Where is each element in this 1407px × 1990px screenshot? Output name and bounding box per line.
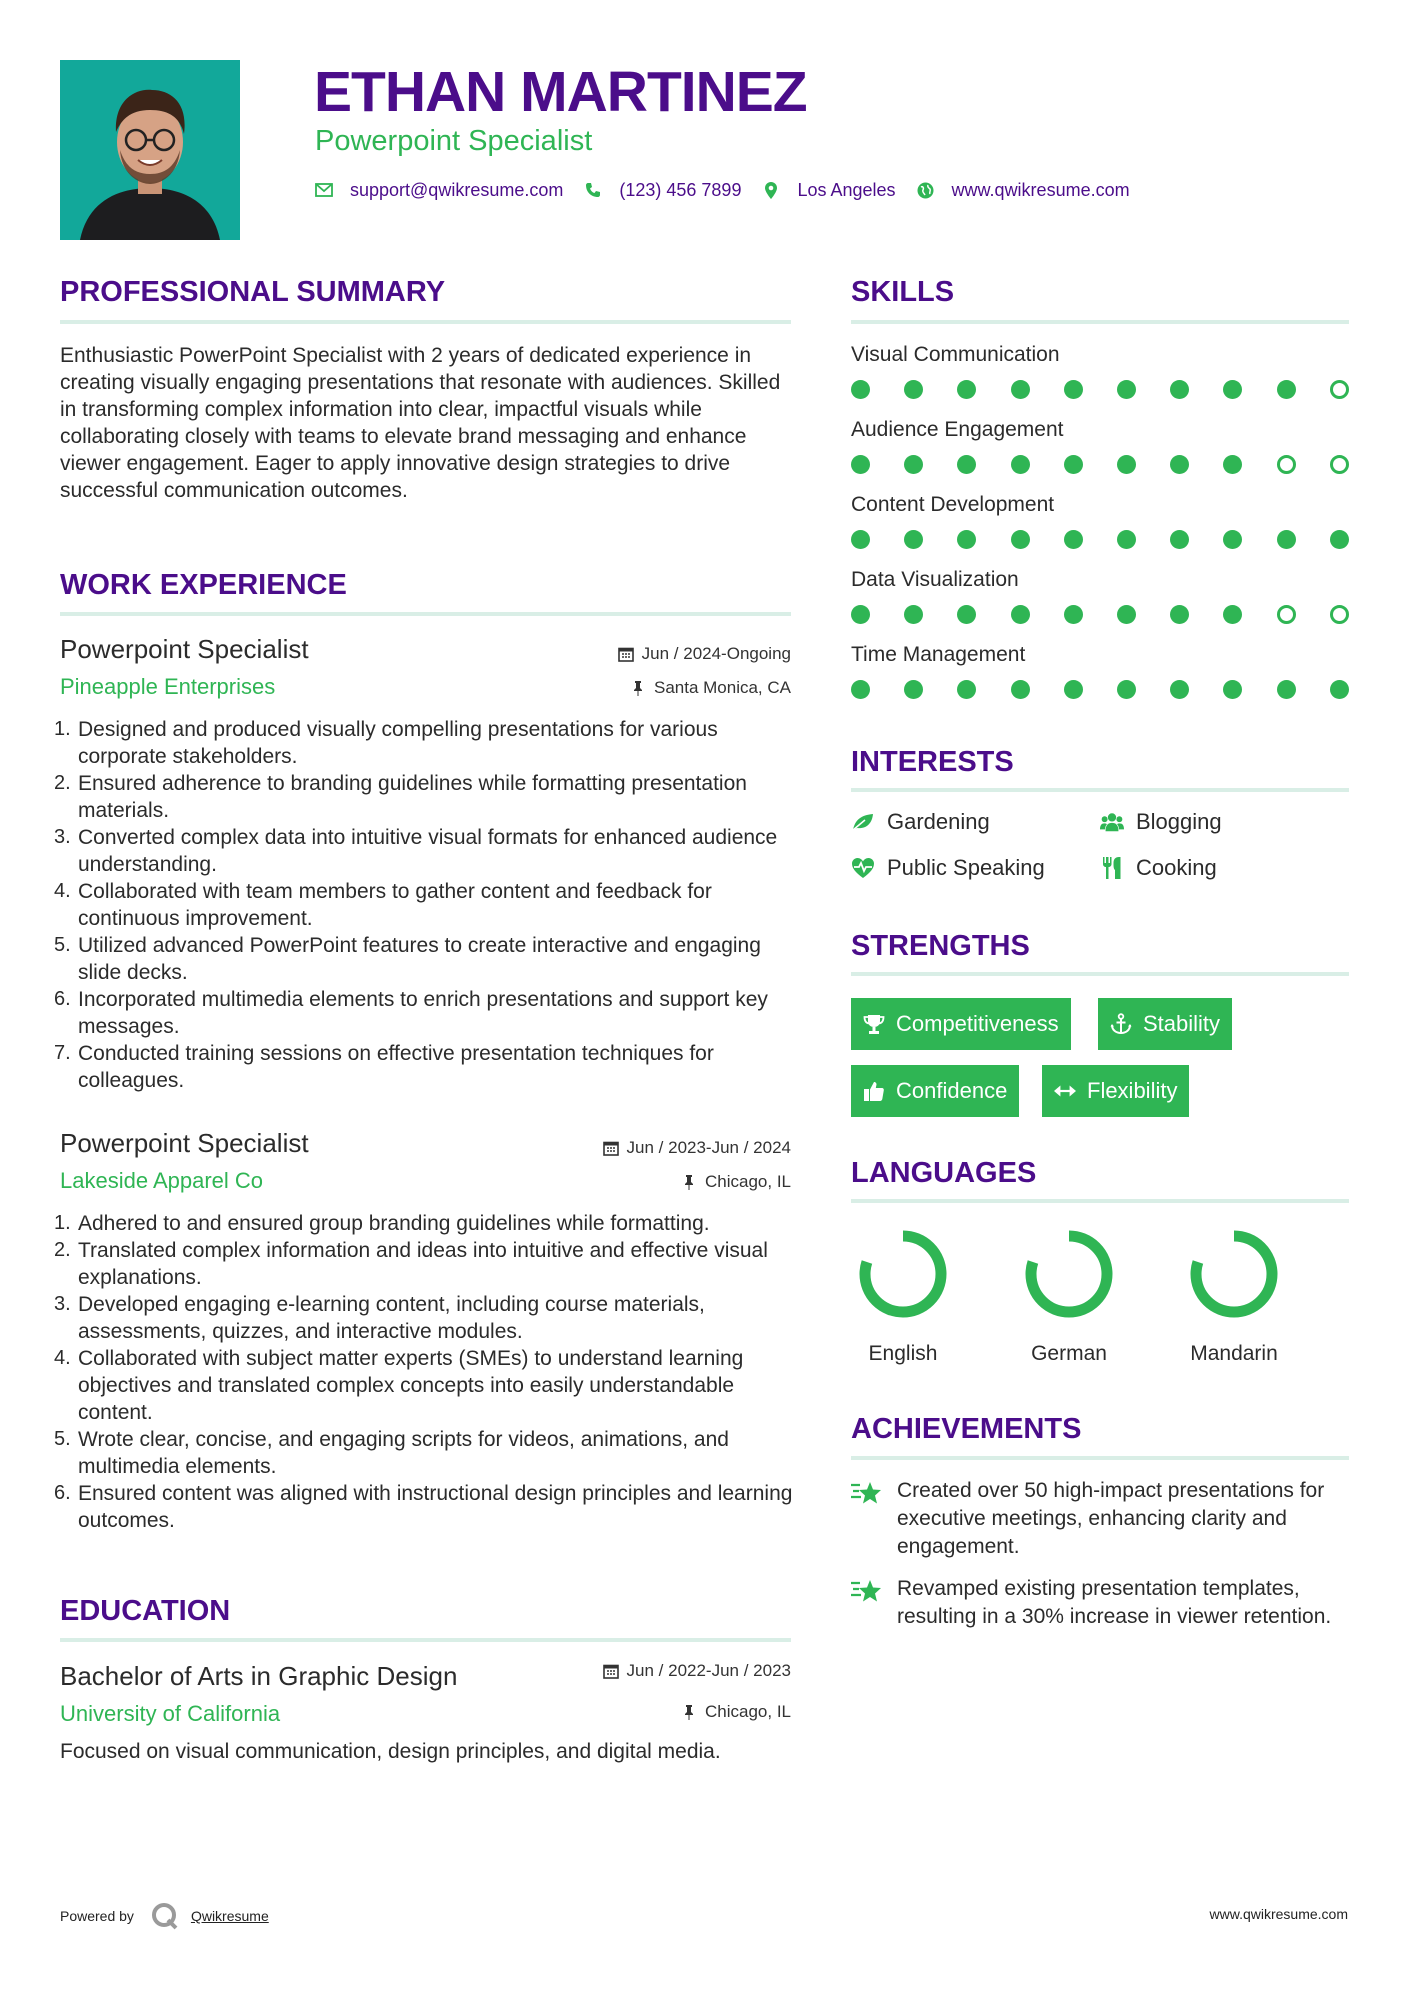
rating-dot-empty bbox=[1277, 605, 1296, 624]
interest-gardening bbox=[851, 808, 990, 836]
rating-dot-filled bbox=[1170, 380, 1189, 399]
rating-dot-filled bbox=[1330, 530, 1349, 549]
strength-flexibility bbox=[1042, 1065, 1189, 1117]
achievement-text: Revamped existing presentation templates, resulting in a 30% increase in viewer retention. bbox=[897, 1577, 1332, 1628]
language-ring bbox=[1174, 1224, 1294, 1324]
strength-label: Stability bbox=[1143, 1011, 1221, 1036]
achievement-item bbox=[851, 1575, 1351, 1631]
rating-dot-empty bbox=[1330, 380, 1349, 399]
job-dates-text: Jun / 2023-Jun / 2024 bbox=[626, 1138, 791, 1157]
envelope-icon bbox=[315, 181, 333, 199]
shooting-star-icon bbox=[851, 1479, 883, 1509]
skill-label: Visual Communication bbox=[851, 343, 1060, 366]
education-heading: EDUCATION bbox=[60, 1595, 231, 1627]
skill-rating bbox=[851, 380, 1348, 400]
strengths-heading: STRENGTHS bbox=[851, 930, 1030, 962]
list-item: Adhered to and ensured group branding guidelines while formatting. bbox=[78, 1212, 710, 1235]
shooting-star-icon bbox=[851, 1577, 883, 1607]
contact-email-text: support@qwikresume.com bbox=[350, 179, 564, 200]
rating-dot-filled bbox=[851, 680, 870, 699]
rating-dot-filled bbox=[1170, 605, 1189, 624]
rating-dot-empty bbox=[1330, 605, 1349, 624]
interests-divider bbox=[851, 788, 1349, 792]
language-ring bbox=[843, 1224, 963, 1324]
achievements-divider bbox=[851, 1456, 1349, 1460]
strength-competitiveness bbox=[851, 998, 1071, 1050]
list-item: Conducted training sessions on effective presentation techniques for colleagues. bbox=[78, 1042, 714, 1092]
job-location-text: Chicago, IL bbox=[705, 1172, 791, 1191]
job-dates bbox=[603, 1137, 791, 1159]
rating-dot-filled bbox=[1117, 605, 1136, 624]
list-item: Incorporated multimedia elements to enrich presentations and support key messages. bbox=[78, 988, 768, 1038]
experience-divider bbox=[60, 612, 791, 616]
footer-powered-by bbox=[60, 1902, 269, 1930]
rating-dot-filled bbox=[904, 605, 923, 624]
skill-rating bbox=[851, 680, 1348, 700]
skill-rating bbox=[851, 530, 1348, 550]
phone-icon bbox=[584, 181, 602, 199]
list-item: Collaborated with subject matter experts (SMEs) to understand learning objectives and translated complex concepts into easily understandable content. bbox=[78, 1347, 744, 1424]
rating-dot-filled bbox=[957, 455, 976, 474]
rating-dot-filled bbox=[1170, 680, 1189, 699]
language-progress-ring bbox=[853, 1224, 953, 1324]
rating-dot-filled bbox=[1011, 455, 1030, 474]
interests-heading: INTERESTS bbox=[851, 746, 1014, 778]
interest-public-speaking bbox=[851, 854, 1045, 882]
rating-dot-filled bbox=[851, 605, 870, 624]
rating-dot-filled bbox=[1223, 680, 1242, 699]
interest-label: Cooking bbox=[1136, 855, 1217, 880]
rating-dot-filled bbox=[904, 680, 923, 699]
list-item: Utilized advanced PowerPoint features to create interactive and engaging slide decks. bbox=[78, 934, 761, 984]
list-item: Ensured adherence to branding guidelines while formatting presentation materials. bbox=[78, 772, 747, 822]
strength-label: Confidence bbox=[896, 1078, 1008, 1103]
skill-rating bbox=[851, 455, 1348, 475]
contact-location bbox=[762, 180, 895, 201]
language-label: English bbox=[868, 1342, 938, 1365]
contact-website-text: www.qwikresume.com bbox=[951, 179, 1130, 200]
language-label: Mandarin bbox=[1190, 1342, 1278, 1365]
rating-dot-filled bbox=[1117, 680, 1136, 699]
users-icon bbox=[1100, 810, 1124, 834]
summary-text: Enthusiastic PowerPoint Specialist with 2 years of dedicated experience in creating visually engaging presentations that resonate with audiences. Skilled in transforming complex information into clear, impactful visuals while collaborating closely with teams to elevate brand messaging and enhance viewer engagement. Eager to apply innovative design strategies to drive successful communication outcomes. bbox=[60, 344, 781, 502]
avatar bbox=[60, 60, 240, 240]
rating-dot-filled bbox=[1170, 530, 1189, 549]
job-dates-text: Jun / 2024-Ongoing bbox=[641, 644, 791, 663]
rating-dot-filled bbox=[1277, 530, 1296, 549]
leaf-icon bbox=[851, 810, 875, 834]
calendar-icon bbox=[618, 646, 634, 662]
contact-phone[interactable] bbox=[584, 180, 741, 201]
rating-dot-filled bbox=[851, 530, 870, 549]
rating-dot-filled bbox=[904, 380, 923, 399]
experience-heading: WORK EXPERIENCE bbox=[60, 569, 347, 601]
rating-dot-filled bbox=[1064, 380, 1083, 399]
interest-cooking bbox=[1100, 854, 1217, 882]
pushpin-icon bbox=[630, 680, 646, 696]
utensils-icon bbox=[1100, 856, 1124, 880]
rating-dot-filled bbox=[1117, 380, 1136, 399]
anchor-icon bbox=[1110, 1013, 1132, 1035]
strength-stability bbox=[1098, 998, 1232, 1050]
education-location-text: Chicago, IL bbox=[705, 1702, 791, 1721]
rating-dot-filled bbox=[1011, 605, 1030, 624]
qwikresume-link[interactable]: Qwikresume bbox=[190, 1908, 269, 1924]
job-bullets bbox=[60, 1210, 800, 1534]
rating-dot-filled bbox=[1277, 680, 1296, 699]
contact-location-text: Los Angeles bbox=[797, 179, 896, 200]
rating-dot-filled bbox=[1011, 680, 1030, 699]
map-marker-icon bbox=[762, 181, 780, 199]
skill-rating bbox=[851, 605, 1348, 625]
job-title: Powerpoint Specialist bbox=[60, 634, 309, 664]
contact-bar bbox=[315, 177, 1151, 203]
education-divider bbox=[60, 1638, 791, 1642]
list-item: Collaborated with team members to gather content and feedback for continuous improvement. bbox=[78, 880, 712, 930]
language-ring bbox=[1009, 1224, 1129, 1324]
calendar-icon bbox=[603, 1140, 619, 1156]
pushpin-icon bbox=[681, 1704, 697, 1720]
rating-dot-filled bbox=[957, 680, 976, 699]
language-progress-ring bbox=[1184, 1224, 1284, 1324]
interest-label: Gardening bbox=[887, 809, 990, 834]
job-location bbox=[681, 1171, 791, 1193]
job-company: Pineapple Enterprises bbox=[60, 674, 276, 699]
rating-dot-filled bbox=[1223, 605, 1242, 624]
education-dates bbox=[603, 1660, 791, 1682]
candidate-title: Powerpoint Specialist bbox=[315, 125, 593, 157]
rating-dot-filled bbox=[1011, 380, 1030, 399]
rating-dot-filled bbox=[851, 455, 870, 474]
strengths-divider bbox=[851, 972, 1349, 976]
rating-dot-empty bbox=[1277, 455, 1296, 474]
skill-label: Audience Engagement bbox=[851, 418, 1064, 441]
education-location bbox=[681, 1701, 791, 1723]
job-bullets bbox=[60, 716, 800, 1094]
education-description: Focused on visual communication, design principles, and digital media. bbox=[60, 1740, 721, 1763]
rating-dot-filled bbox=[957, 380, 976, 399]
profile-photo bbox=[60, 60, 240, 240]
rating-dot-filled bbox=[1223, 455, 1242, 474]
rating-dot-filled bbox=[1277, 380, 1296, 399]
job-location-text: Santa Monica, CA bbox=[653, 678, 791, 697]
summary-heading: PROFESSIONAL SUMMARY bbox=[60, 276, 446, 308]
rating-dot-filled bbox=[904, 530, 923, 549]
footer-url[interactable]: www.qwikresume.com bbox=[1209, 1906, 1348, 1922]
skill-label: Data Visualization bbox=[851, 568, 1019, 591]
contact-phone-text: (123) 456 7899 bbox=[619, 179, 742, 200]
heartbeat-icon bbox=[851, 856, 875, 880]
contact-website[interactable] bbox=[917, 180, 1130, 201]
rating-dot-filled bbox=[1223, 380, 1242, 399]
rating-dot-filled bbox=[1064, 455, 1083, 474]
rating-dot-filled bbox=[1064, 680, 1083, 699]
languages-heading: LANGUAGES bbox=[851, 1157, 1037, 1189]
globe-icon bbox=[917, 181, 935, 199]
candidate-name: ETHAN MARTINEZ bbox=[314, 60, 807, 124]
trophy-icon bbox=[863, 1013, 885, 1035]
rating-dot-filled bbox=[1117, 530, 1136, 549]
arrows-horizontal-icon bbox=[1054, 1080, 1076, 1102]
achievement-item bbox=[851, 1477, 1351, 1561]
language-progress-ring bbox=[1019, 1224, 1119, 1324]
rating-dot-filled bbox=[957, 530, 976, 549]
summary-divider bbox=[60, 320, 791, 324]
achievements-heading: ACHIEVEMENTS bbox=[851, 1413, 1082, 1445]
achievement-text: Created over 50 high-impact presentations for executive meetings, enhancing clarity and engagement. bbox=[897, 1479, 1325, 1558]
powered-by-text: Powered by bbox=[60, 1908, 134, 1924]
qwikresume-logo-icon bbox=[151, 1902, 179, 1930]
degree-title: Bachelor of Arts in Graphic Design bbox=[60, 1661, 458, 1691]
skill-label: Content Development bbox=[851, 493, 1055, 516]
strength-label: Flexibility bbox=[1087, 1078, 1178, 1103]
job-location bbox=[630, 677, 791, 699]
list-item: Ensured content was aligned with instructional design principles and learning outcomes. bbox=[78, 1482, 793, 1532]
strength-label: Competitiveness bbox=[896, 1011, 1059, 1036]
job-company: Lakeside Apparel Co bbox=[60, 1168, 264, 1193]
rating-dot-filled bbox=[1117, 455, 1136, 474]
job-title: Powerpoint Specialist bbox=[60, 1128, 309, 1158]
list-item: Translated complex information and ideas into intuitive and effective visual explanations. bbox=[78, 1239, 768, 1289]
rating-dot-filled bbox=[1064, 530, 1083, 549]
list-item: Wrote clear, concise, and engaging scripts for videos, animations, and multimedia elements. bbox=[78, 1428, 729, 1478]
education-dates-text: Jun / 2022-Jun / 2023 bbox=[626, 1661, 791, 1680]
pushpin-icon bbox=[681, 1174, 697, 1190]
rating-dot-filled bbox=[851, 380, 870, 399]
school-name: University of California bbox=[60, 1701, 281, 1726]
rating-dot-filled bbox=[1064, 605, 1083, 624]
interest-blogging bbox=[1100, 808, 1222, 836]
skills-heading: SKILLS bbox=[851, 276, 955, 308]
list-item: Designed and produced visually compelling presentations for various corporate stakeholders. bbox=[78, 718, 718, 768]
rating-dot-filled bbox=[1170, 455, 1189, 474]
contact-email[interactable] bbox=[315, 180, 563, 201]
job-dates bbox=[618, 643, 791, 665]
rating-dot-filled bbox=[1223, 530, 1242, 549]
rating-dot-empty bbox=[1330, 455, 1349, 474]
list-item: Converted complex data into intuitive visual formats for enhanced audience understanding. bbox=[78, 826, 778, 876]
skills-divider bbox=[851, 320, 1349, 324]
languages-divider bbox=[851, 1199, 1349, 1203]
skill-label: Time Management bbox=[851, 643, 1026, 666]
thumbs-up-icon bbox=[863, 1080, 885, 1102]
rating-dot-filled bbox=[904, 455, 923, 474]
language-label: German bbox=[1031, 1342, 1107, 1365]
interest-label: Blogging bbox=[1136, 809, 1222, 834]
list-item: Developed engaging e-learning content, including course materials, assessments, quizzes, and interactive modules. bbox=[78, 1293, 705, 1343]
rating-dot-filled bbox=[957, 605, 976, 624]
calendar-icon bbox=[603, 1663, 619, 1679]
rating-dot-filled bbox=[1011, 530, 1030, 549]
strength-confidence bbox=[851, 1065, 1019, 1117]
rating-dot-filled bbox=[1330, 680, 1349, 699]
interest-label: Public Speaking bbox=[887, 855, 1045, 880]
